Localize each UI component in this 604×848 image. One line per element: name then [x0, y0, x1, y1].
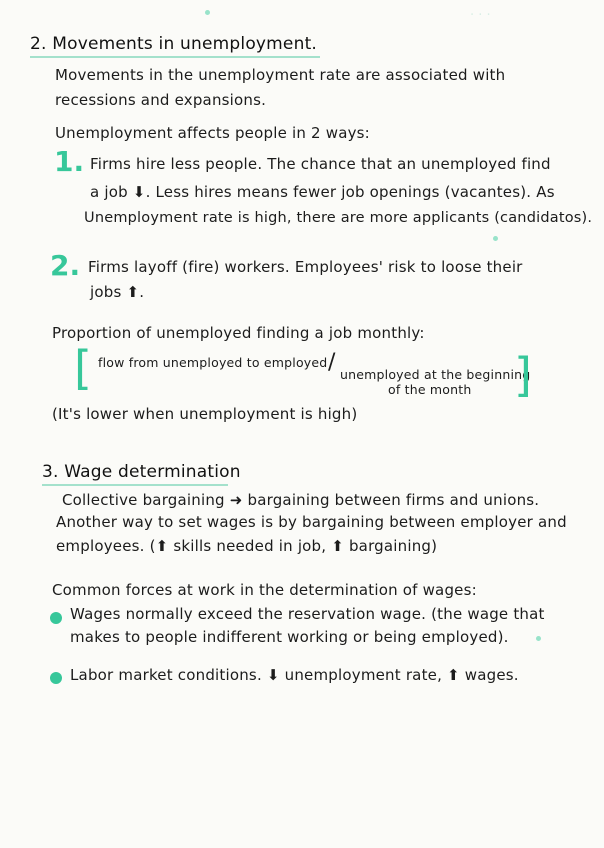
formula-left-bracket: [ — [74, 341, 92, 395]
formula-slash: / — [328, 350, 336, 375]
item-number-1: 1. — [54, 145, 85, 178]
item-number-2: 2. — [50, 249, 81, 282]
title-underline — [42, 484, 228, 486]
formula-denominator-line-2: of the month — [388, 382, 472, 397]
proportion-heading: Proportion of unemployed finding a job monthly: — [52, 324, 425, 342]
item-1-line-3: Unemployment rate is high, there are more applicants (candidatos). — [84, 210, 593, 226]
bullet-1-line-2: makes to people indifferent working or being employed). — [70, 628, 509, 646]
item-2-line-2: jobs ⬆. — [90, 283, 145, 301]
accent-speck — [493, 236, 498, 241]
item-1-line-2: a job ⬇. Less hires means fewer job openings (vacantes). As — [90, 183, 555, 201]
collective-bargaining-line: Collective bargaining ➜ bargaining between firms and unions. — [62, 491, 540, 509]
bullet-2: Labor market conditions. ⬇ unemployment rate, ⬆ wages. — [70, 666, 519, 684]
formula-denominator-line-1: unemployed at the beginning — [340, 367, 531, 382]
item-2-line-1: Firms layoff (fire) workers. Employees' risk to loose their — [88, 258, 523, 276]
bullet-1-line-1: Wages normally exceed the reservation wage. (the wage that — [70, 605, 545, 623]
bullet-dot — [50, 612, 62, 624]
accent-speck — [205, 10, 210, 15]
forces-heading: Common forces at work in the determination of wages: — [52, 581, 477, 599]
accent-speck — [536, 636, 541, 641]
another-way-line-2: employees. (⬆ skills needed in job, ⬆ bargaining) — [56, 537, 438, 555]
formula-numerator: flow from unemployed to employed — [98, 355, 328, 370]
intro-line-2: recessions and expansions. — [55, 91, 267, 109]
bleed-through-text: · · · — [470, 8, 491, 23]
ways-heading: Unemployment affects people in 2 ways: — [55, 124, 370, 142]
proportion-note: (It's lower when unemployment is high) — [52, 405, 358, 423]
bullet-dot — [50, 672, 62, 684]
another-way-line-1: Another way to set wages is by bargaining between employer and — [56, 513, 567, 531]
title-underline — [30, 56, 320, 58]
item-1-line-1: Firms hire less people. The chance that an unemployed find — [90, 155, 551, 173]
section-2-title: 2. Movements in unemployment. — [30, 34, 318, 54]
formula-right-bracket: ] — [514, 348, 532, 402]
section-3-title: 3. Wage determination — [42, 462, 241, 482]
intro-line-1: Movements in the unemployment rate are associated with — [55, 66, 506, 84]
